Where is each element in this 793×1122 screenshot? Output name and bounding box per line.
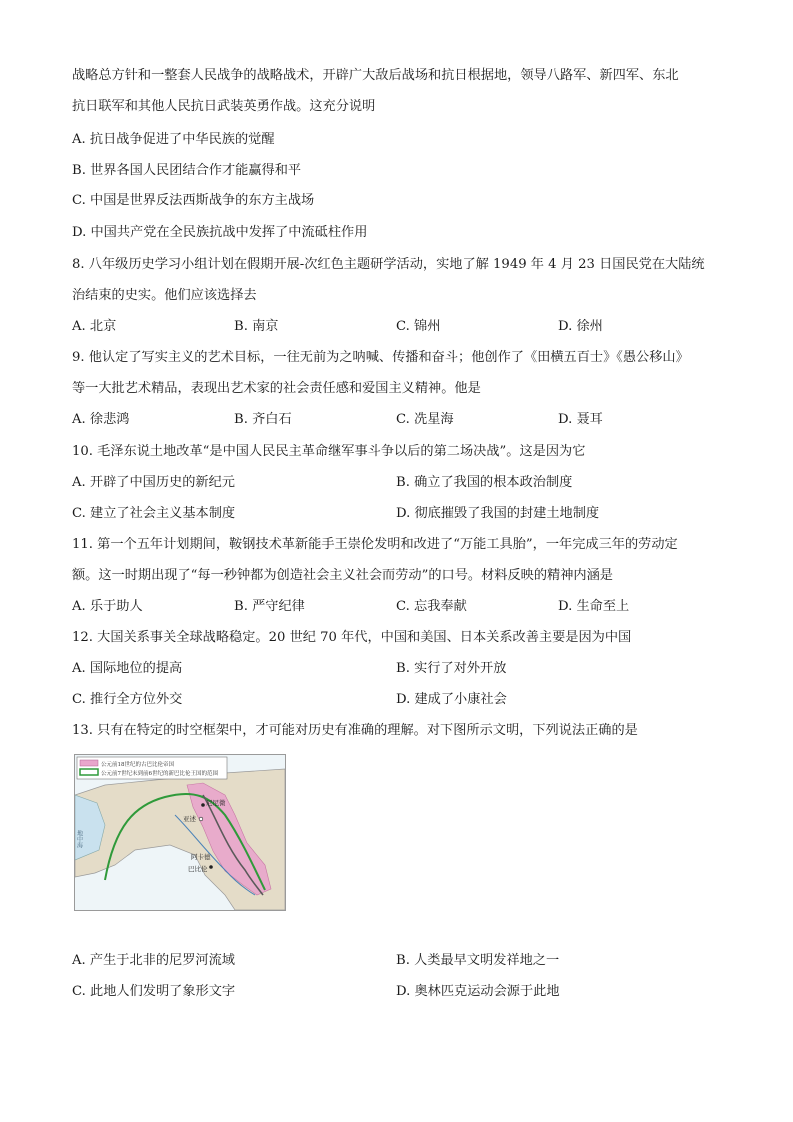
q12-option-b: B. 实行了对外开放 [396,661,507,676]
sea-label: 地中海 [75,830,83,848]
q9-option-c: C. 冼星海 [396,412,454,427]
q13-option-c: C. 此地人们发明了象形文字 [72,984,236,999]
q10-stem: 10. 毛泽东说土地改革“是中国人民民主革命继军事斗争以后的第二场决战”。这是因为它 [72,444,586,459]
q12-stem: 12. 大国关系事关全球战略稳定。20 世纪 70 年代，中国和美国、日本关系改善主要是因为中国 [72,630,632,645]
legend-empire-swatch [80,760,98,766]
city-label-akkad: 阿卡德 [191,853,211,861]
q13-option-b: B. 人类最早文明发祥地之一 [396,953,560,968]
q8-stem-line-1: 8. 八年级历史学习小组计划在假期开展-次红色主题研学活动，实地了解 1949 年 4 月 23 日国民党在大陆统 [72,257,705,272]
q9-stem-line-2: 等一大批艺术精品，表现出艺术家的社会责任感和爱国主义精神。他是 [72,381,481,396]
q9-option-a: A. 徐悲鸿 [72,412,130,427]
city-label-babylon: 巴比伦 [188,865,208,873]
q11-option-b: B. 严守纪律 [234,599,305,614]
q8-stem-line-2: 治结束的史实。他们应该选择去 [72,288,257,303]
city-marker-nineveh [201,803,205,807]
city-marker-babylon [209,865,213,869]
legend-route-label: 公元前7世纪末到前6世纪的新巴比伦王国的范围 [101,771,219,777]
q8-option-d: D. 徐州 [558,319,603,334]
text-line-2: 抗日联军和其他人民抗日武装英勇作战。这充分说明 [72,99,376,114]
q11-stem-line-2: 额。这一时期出现了“每一秒钟都为创造社会主义社会而劳动”的口号。材料反映的精神内涵是 [72,568,613,583]
q7-option-b: B. 世界各国人民团结合作才能赢得和平 [72,163,302,178]
city-marker-assur [199,817,203,821]
q7-option-d: D. 中国共产党在全民族抗战中发挥了中流砥柱作用 [72,225,368,240]
q9-option-d: D. 聂耳 [558,412,603,427]
q8-option-c: C. 锦州 [396,319,441,334]
q12-option-c: C. 推行全方位外交 [72,692,183,707]
mesopotamia-map [74,754,286,911]
text-line-1: 战略总方针和一整套人民战争的战略战术，开辟广大敌后战场和抗日根据地，领导八路军、新四军、东北 [72,68,679,83]
q13-stem: 13. 只有在特定的时空框架中，才可能对历史有准确的理解。对下图所示文明，下列说法正确的是 [72,723,638,738]
q9-option-b: B. 齐白石 [234,412,292,427]
q12-option-d: D. 建成了小康社会 [396,692,507,707]
q8-option-b: B. 南京 [234,319,279,334]
city-label-nineveh: 尼尼微 [206,799,226,807]
q11-stem-line-1: 11. 第一个五年计划期间，鞍钢技术革新能手王崇伦发明和改进了“万能工具胎”，一年完成三年的劳动定 [72,537,678,552]
q10-option-a: A. 开辟了中国历史的新纪元 [72,475,235,490]
q10-option-d: D. 彻底摧毁了我国的封建土地制度 [396,506,600,521]
q8-option-a: A. 北京 [72,319,117,334]
map-figure [75,755,285,910]
q12-option-a: A. 国际地位的提高 [72,661,183,676]
q7-option-c: C. 中国是世界反法西斯战争的东方主战场 [72,193,315,208]
q11-option-d: D. 生命至上 [558,599,630,614]
legend-empire-label: 公元前18世纪的古巴比伦帝国 [101,762,174,768]
q10-option-b: B. 确立了我国的根本政治制度 [396,475,573,490]
q13-option-a: A. 产生于北非的尼罗河流域 [72,953,235,968]
q11-option-c: C. 忘我奉献 [396,599,467,614]
q11-option-a: A. 乐于助人 [72,599,143,614]
q13-option-d: D. 奥林匹克运动会源于此地 [396,984,560,999]
city-label-assur: 亚述 [183,815,196,823]
q10-option-c: C. 建立了社会主义基本制度 [72,506,236,521]
q7-option-a: A. 抗日战争促进了中华民族的觉醒 [72,132,275,147]
q9-stem-line-1: 9. 他认定了写实主义的艺术目标，一往无前为之呐喊、传播和奋斗；他创作了《田横五百士》《愚公移山》 [72,350,689,365]
